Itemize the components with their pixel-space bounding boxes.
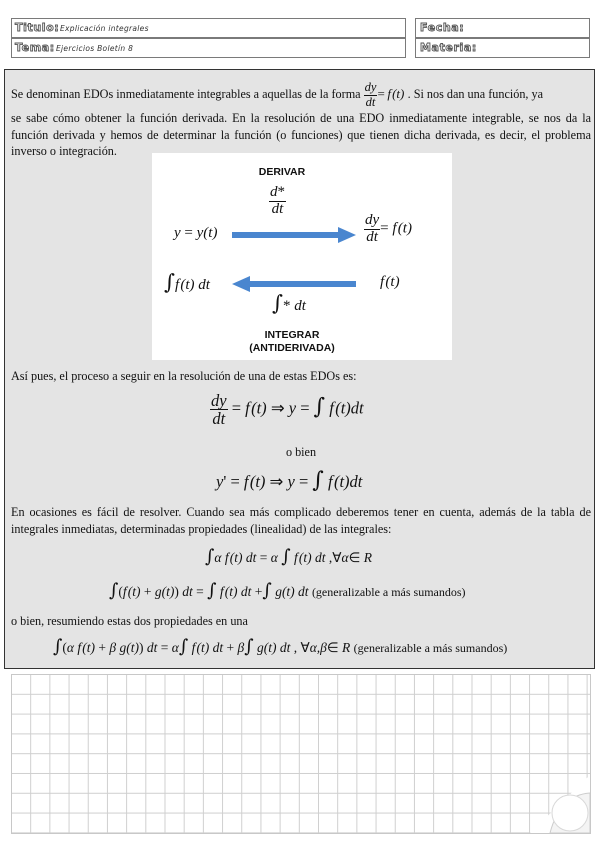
integrar-label: INTEGRAR (ANTIDERIVADA) xyxy=(249,329,335,354)
function-f: f (t) xyxy=(380,274,400,290)
derivative-operator: $\frac{d*}{dt}$ xyxy=(270,184,285,217)
edo-form-formula: $\frac{dy}{dt}$ = f (t) xyxy=(364,80,408,109)
fecha-label: Fecha: xyxy=(420,21,465,34)
paragraph-summary: o bien, resumiendo estas dos propiedades en una xyxy=(11,614,248,628)
function-y: y = y(t) xyxy=(174,225,218,241)
titulo-value: Explicación integrales xyxy=(60,24,149,33)
paragraph-process: Así pues, el proceso a seguir en la resolución de una de estas EDOs es: xyxy=(11,369,357,383)
integral-of-f: ∫f (t) dt xyxy=(164,270,210,294)
derivar-label: DERIVAR xyxy=(258,166,306,178)
generalizable-note-1: (generalizable a más sumandos) xyxy=(311,585,466,599)
integrate-arrow xyxy=(232,276,356,292)
titulo-label: Titulo: xyxy=(15,21,60,34)
integral-operator: ∫* dt xyxy=(272,291,306,315)
materia-label: Materia: xyxy=(420,41,477,54)
formula-linearity-scalar: ∫α f (t) dt = α ∫ f (t) dt ,∀α∈ R xyxy=(205,546,372,567)
paragraph-properties: En ocasiones es fácil de resolver. Cuando sea más complicado deberemos tener en cuenta, además de la tabla de integrales inmediatas, determinadas propiedades (linealidad) de las integrales: xyxy=(11,505,591,536)
formula-process-1: $\frac{dy}{dt}$ = f (t) ⇒ y = ∫ f (t)dt xyxy=(211,391,364,429)
formula-process-2: y' = f (t) ⇒ y = ∫ f (t)dt xyxy=(216,468,363,493)
formula-linearity-sum: ∫(f (t) + g(t)) dt = ∫ f (t) dt +∫ g(t) dt (generalizable a más sumandos) xyxy=(109,580,466,601)
tema-label: Tema: xyxy=(15,41,55,54)
derivative-diagram xyxy=(152,153,452,360)
o-bien-text: o bien xyxy=(285,445,317,459)
derive-arrow xyxy=(232,227,356,243)
derivative-result: $\frac{dy}{dt}$ = f (t) xyxy=(365,212,412,245)
page-curl-decoration xyxy=(530,775,590,833)
tema-value: Ejercicios Boletín 8 xyxy=(56,44,134,53)
formula-linearity-combined: ∫(α f (t) + β g(t)) dt = α∫ f (t) dt + β∫ g(t) dt , ∀α,β∈ R (generalizable a más sumandos) xyxy=(53,636,508,657)
paragraph-intro-line1: Se denominan EDOs inmediatamente integrables a aquellas de la forma $\frac{dy}{dt}$ = f (t) . Si nos dan una función, ya xyxy=(11,80,544,109)
paragraph-intro-rest: se sabe cómo obtener la función derivada. En la resolución de una EDO inmediatamente integrable, se nos da la función derivada y hemos de determinar la función (o funciones) que tienen dicha derivada, es decir, el problema inverso o integración. xyxy=(11,111,591,158)
grid-paper xyxy=(11,674,591,834)
content-panel xyxy=(4,69,595,669)
generalizable-note-2: (generalizable a más sumandos) xyxy=(353,641,508,655)
